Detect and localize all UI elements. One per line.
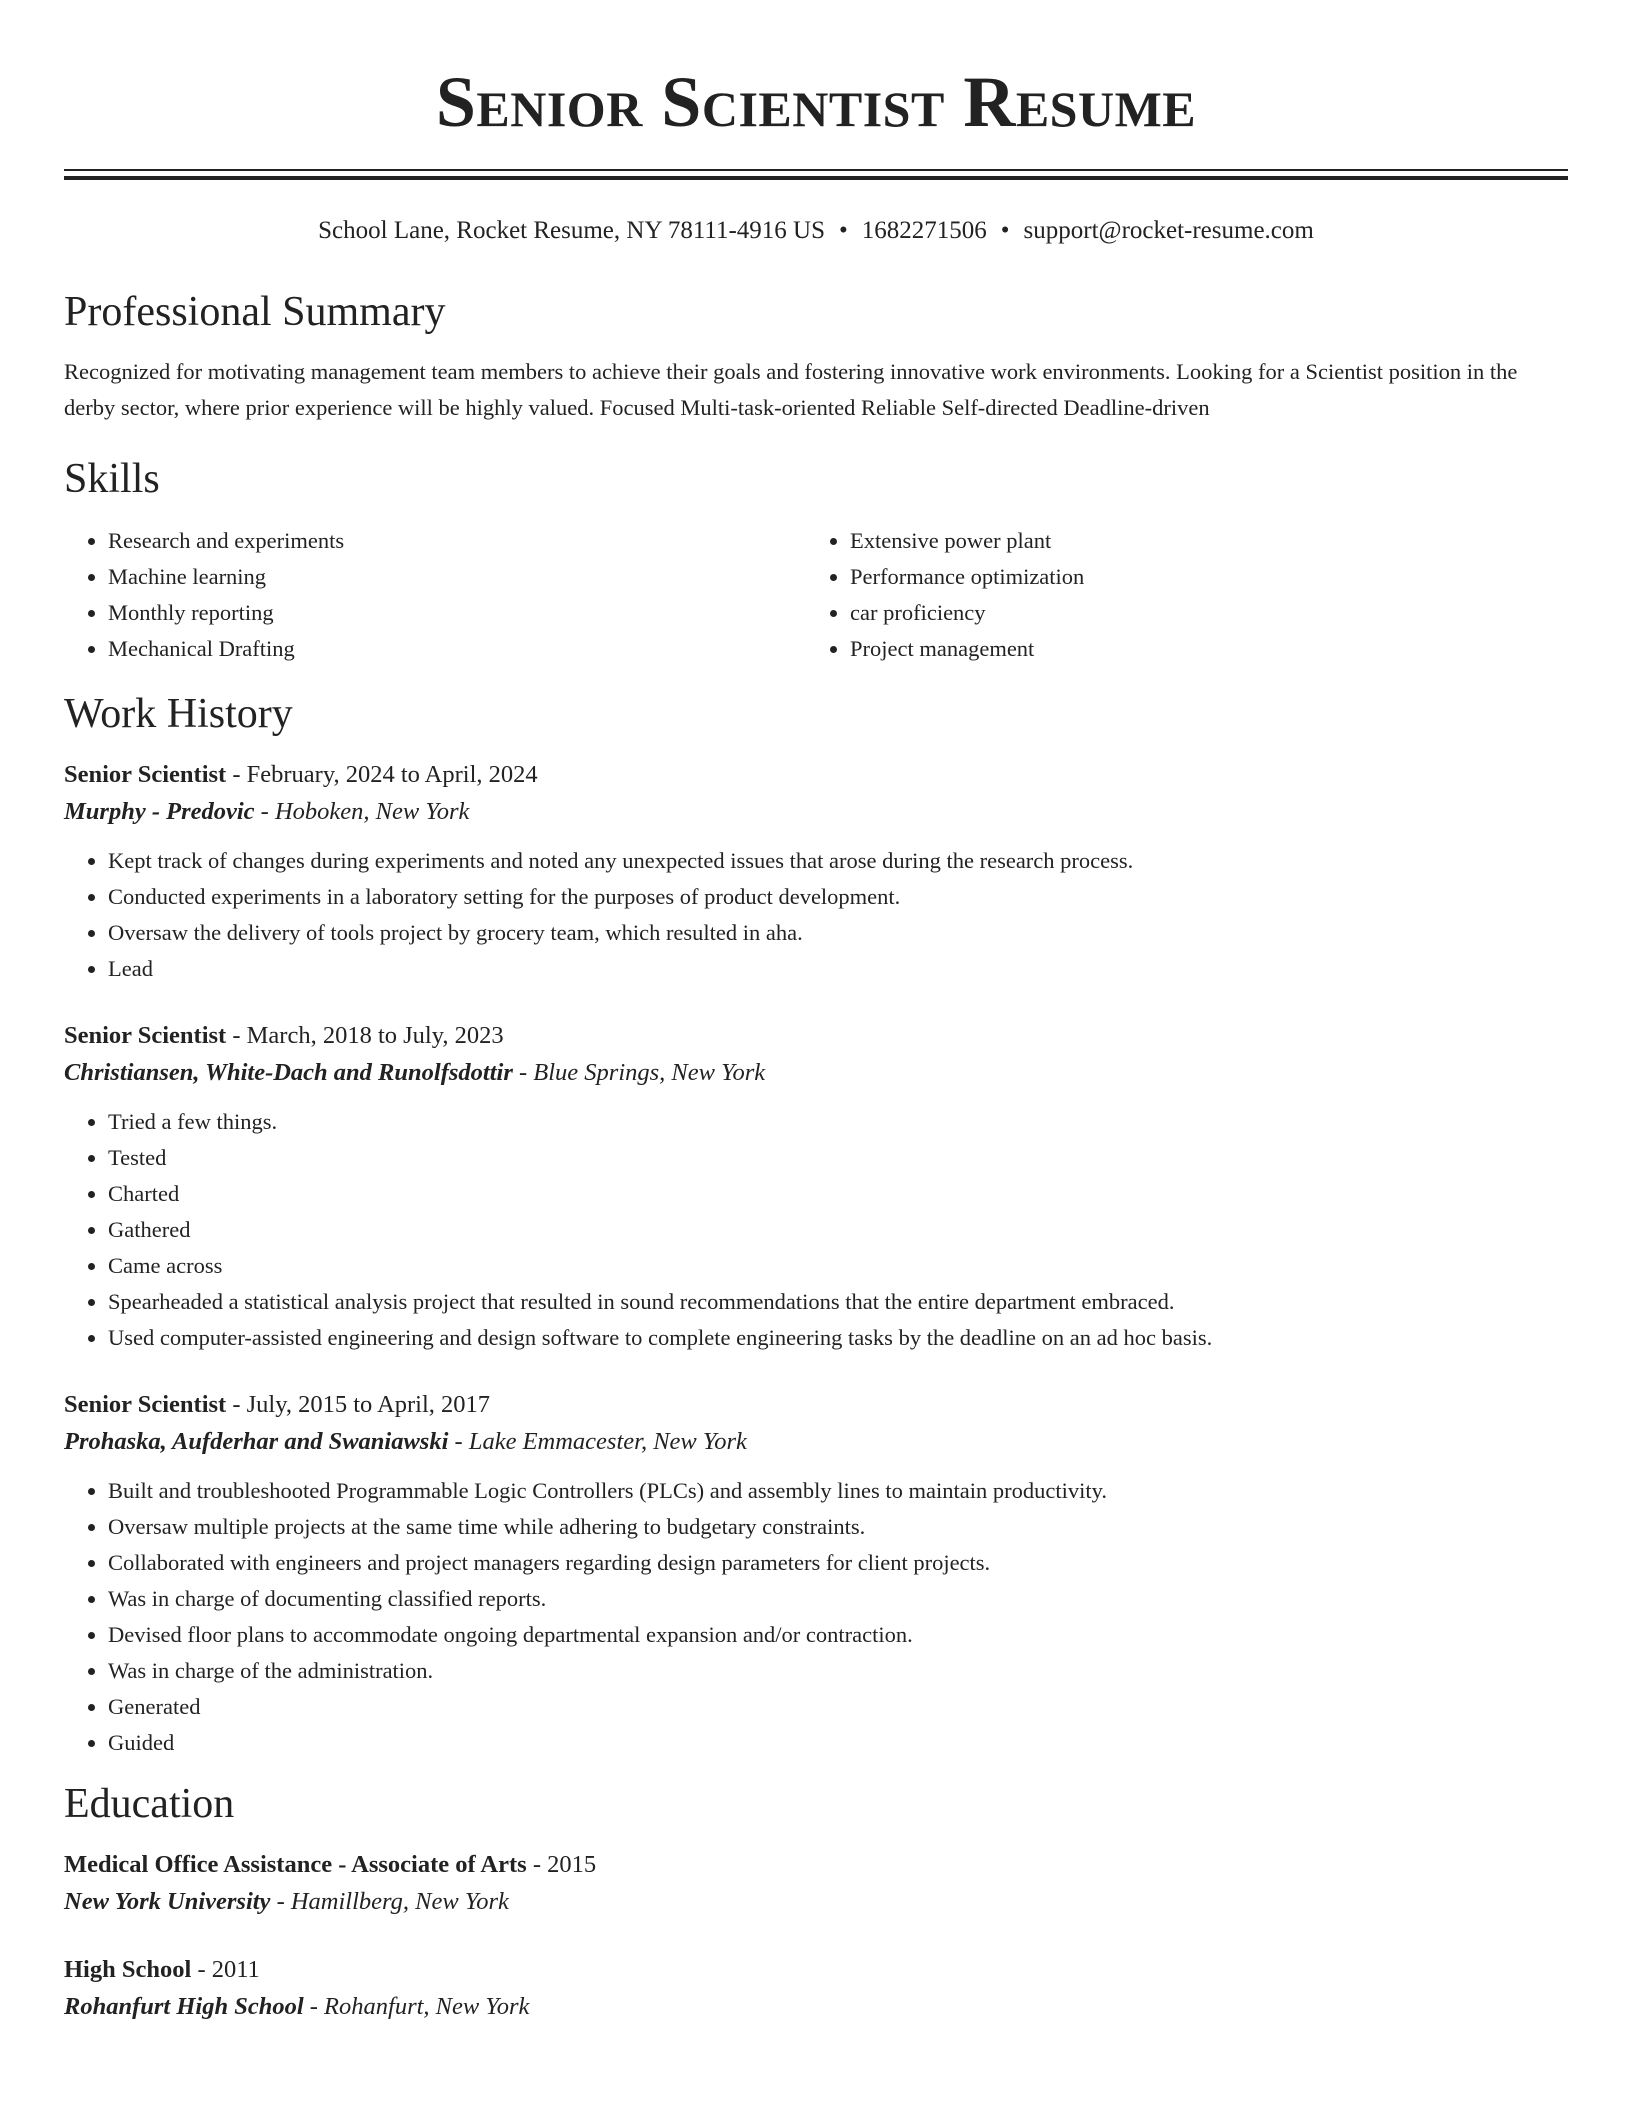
degree-name: Medical Office Assistance - Associate of Arts	[64, 1851, 527, 1878]
company-name: Murphy - Predovic	[64, 798, 255, 825]
contact-separator: •	[1000, 217, 1010, 244]
degree-year: - 2011	[191, 1956, 260, 1983]
contact-address: School Lane, Rocket Resume, NY 78111-4916 US	[318, 217, 826, 244]
company-name: Prohaska, Aufderhar and Swaniawski	[64, 1428, 449, 1455]
job-bullet: • Generated	[108, 1689, 1568, 1725]
resume-title: Senior Scientist Resume	[435, 62, 1197, 142]
school-location: - Hamillberg, New York	[270, 1888, 509, 1915]
job-bullets	[64, 1473, 1568, 1761]
school-name: Rohanfurt High School	[64, 1993, 304, 2020]
skill-item: • Research and experiments	[108, 523, 806, 559]
job-entry	[64, 757, 1568, 987]
job-title: Senior Scientist	[64, 1391, 227, 1418]
job-bullet: • Spearheaded a statistical analysis project that resulted in sound recommendations that the entire department embraced.	[108, 1284, 1568, 1320]
job-bullet: • Was in charge of the administration.	[108, 1653, 1568, 1689]
job-bullet: • Tried a few things.	[108, 1104, 1568, 1140]
school-name: New York University	[64, 1888, 271, 1915]
company-line	[64, 1423, 1568, 1461]
job-entry	[64, 1387, 1568, 1761]
skills-list	[64, 523, 1568, 667]
job-bullet: • Devised floor plans to accommodate ongoing departmental expansion and/or contraction.	[108, 1617, 1568, 1653]
job-bullet: • Used computer-assisted engineering and design software to complete engineering tasks by the deadline on an ad hoc basis.	[108, 1320, 1568, 1356]
contact-separator: •	[839, 217, 848, 244]
job-title-line	[64, 1387, 1568, 1423]
work-history-heading: Work History	[64, 691, 293, 737]
job-bullet: • Built and troubleshooted Programmable Logic Controllers (PLCs) and assembly lines to maintain productivity.	[108, 1473, 1568, 1509]
job-bullet: • Oversaw multiple projects at the same time while adhering to budgetary constraints.	[108, 1509, 1568, 1545]
company-location: - Blue Springs, New York	[512, 1059, 766, 1086]
degree-name: High School	[64, 1956, 192, 1983]
job-bullet: • Kept track of changes during experiments and noted any unexpected issues that arose during the research process.	[108, 843, 1568, 879]
skill-item: • Extensive power plant	[850, 523, 1548, 559]
school-line	[64, 1988, 1568, 2026]
job-dates: - March, 2018 to July, 2023	[226, 1022, 504, 1049]
job-bullet: • Conducted experiments in a laboratory setting for the purposes of product development.	[108, 879, 1568, 915]
job-title-line	[64, 1018, 1568, 1054]
education-entry	[64, 1952, 1568, 2026]
job-bullet: • Lead	[108, 951, 1568, 987]
job-entry	[64, 1018, 1568, 1356]
skill-item: • Monthly reporting	[108, 595, 806, 631]
skills-column-left	[64, 523, 806, 667]
education-entry	[64, 1847, 1568, 1921]
job-bullet: • Charted	[108, 1176, 1568, 1212]
contact-email: support@rocket-resume.com	[1023, 217, 1314, 244]
title-divider	[64, 169, 1568, 180]
contact-line	[64, 216, 1568, 246]
job-title: Senior Scientist	[64, 761, 227, 788]
skills-column-right	[806, 523, 1548, 667]
job-title: Senior Scientist	[64, 1022, 227, 1049]
contact-phone: 1682271506	[861, 217, 987, 244]
job-bullet: • Gathered	[108, 1212, 1568, 1248]
skill-item: • car proficiency	[850, 595, 1548, 631]
company-location: - Lake Emmacester, New York	[448, 1428, 747, 1455]
job-dates: - February, 2024 to April, 2024	[226, 761, 538, 788]
skill-item: • Machine learning	[108, 559, 806, 595]
school-line	[64, 1883, 1568, 1921]
degree-year: - 2015	[526, 1851, 597, 1878]
job-bullets	[64, 843, 1568, 987]
skill-item: • Performance optimization	[850, 559, 1548, 595]
school-location: - Rohanfurt, New York	[303, 1993, 530, 2020]
education-heading: Education	[64, 1781, 235, 1827]
company-line	[64, 1054, 1568, 1092]
job-bullet: • Collaborated with engineers and project managers regarding design parameters for client projects.	[108, 1545, 1568, 1581]
job-bullet: • Came across	[108, 1248, 1568, 1284]
skill-item: • Project management	[850, 631, 1548, 667]
job-bullet: • Guided	[108, 1725, 1568, 1761]
degree-line	[64, 1952, 1568, 1988]
job-bullet: • Was in charge of documenting classified reports.	[108, 1581, 1568, 1617]
company-location: - Hoboken, New York	[254, 798, 470, 825]
summary-text: Recognized for motivating management team members to achieve their goals and fostering innovative work environments. Looking for a Scientist position in the derby sector, where prior experience will be highly valued. Focused Multi-task-oriented Reliable Self-directed Deadline-driven	[64, 359, 1518, 420]
job-dates: - July, 2015 to April, 2017	[226, 1391, 491, 1418]
job-bullet: • Tested	[108, 1140, 1568, 1176]
job-title-line	[64, 757, 1568, 793]
job-bullet: • Oversaw the delivery of tools project by grocery team, which resulted in aha.	[108, 915, 1568, 951]
company-name: Christiansen, White-Dach and Runolfsdottir	[64, 1059, 513, 1086]
company-line	[64, 793, 1568, 831]
degree-line	[64, 1847, 1568, 1883]
summary-heading: Professional Summary	[64, 289, 446, 335]
skills-heading: Skills	[64, 456, 160, 502]
skill-item: • Mechanical Drafting	[108, 631, 806, 667]
job-bullets	[64, 1104, 1568, 1356]
